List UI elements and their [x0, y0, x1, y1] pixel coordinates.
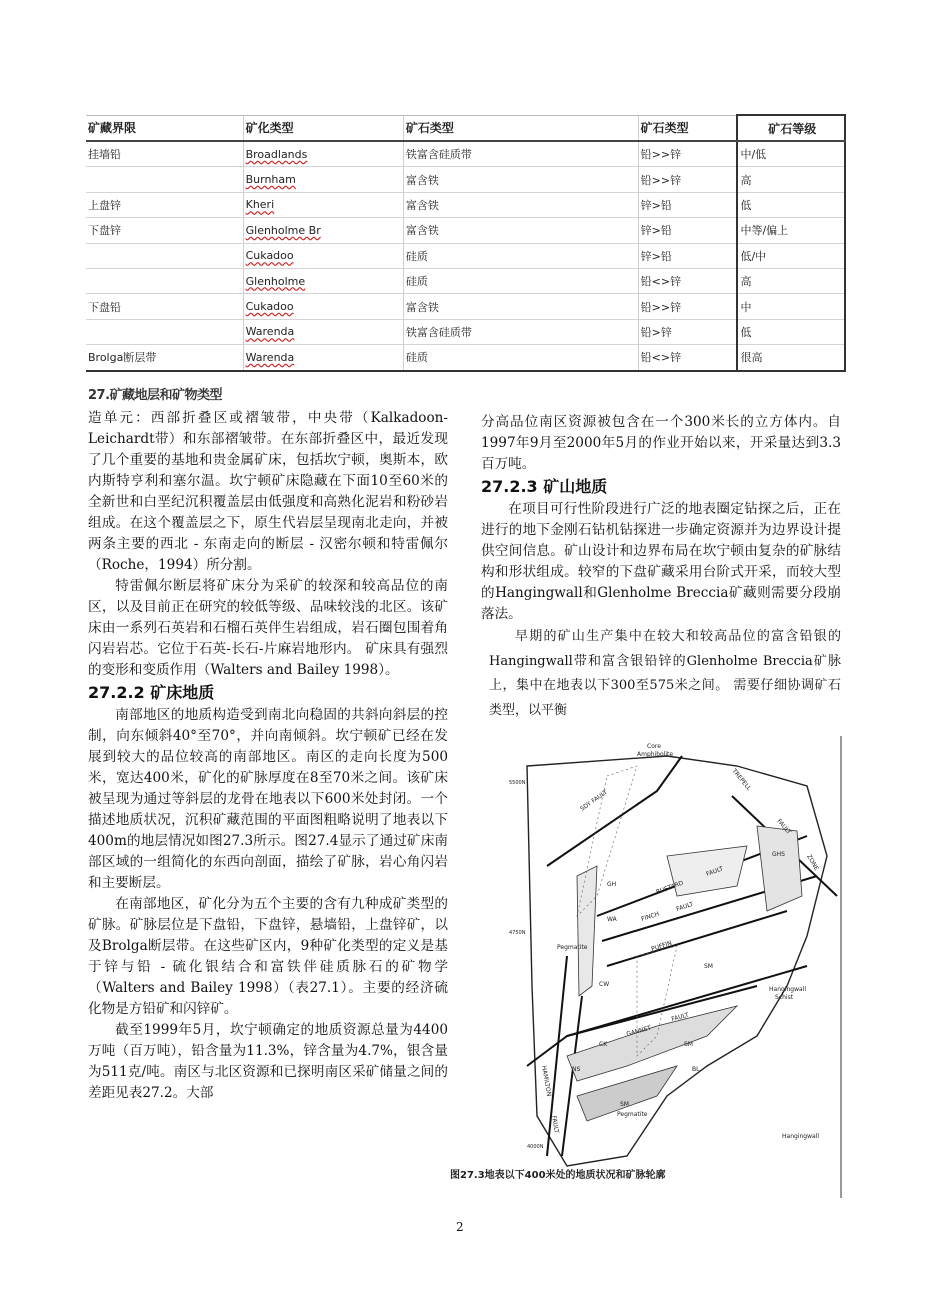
col-header-mineralization: 矿化类型	[243, 115, 403, 141]
label-ns: NS	[572, 1066, 581, 1073]
cell-boundary: 挂墙铅	[86, 141, 243, 167]
paragraph: 分高品位南区资源被包含在一个300米长的立方体内。自1997年9月至2000年5月的作业开始以来，开采量达到3.3百万吨。	[481, 414, 841, 472]
cell-grade: 很高	[737, 345, 845, 371]
cell-metal-ratio: 锌>铅	[638, 218, 737, 243]
label-finch: FINCH	[640, 910, 661, 923]
label-wa: WA	[607, 916, 617, 923]
label-hangingwall-schist: Hangingwall	[769, 986, 806, 993]
cell-grade: 低	[737, 192, 845, 217]
deposit-name: Burnham	[245, 173, 296, 187]
cell-grade: 低/中	[737, 243, 845, 268]
label-puffin: PUFFIN	[650, 939, 673, 953]
cell-mineralization	[243, 141, 403, 167]
label-gh: GH	[607, 881, 617, 888]
deposit-name: Kheri	[245, 198, 275, 212]
cell-boundary	[86, 167, 243, 192]
deposit-name: Warenda	[245, 350, 295, 364]
cell-boundary: Brolga断层带	[86, 345, 243, 371]
paragraph: 在项目可行性阶段进行广泛的地表圈定钻探之后，正在进行的地下金刚石钻机钻探进一步确定资源并为边界设计提供空间信息。矿山设计和边界布局在坎宁顿由复杂的矿脉结构和形状组成。较窄的下盘矿藏采用台阶式开采，而较大型的Hangingwall和Glenholme Breccia矿藏则需要分段崩落法。	[481, 501, 841, 622]
cell-metal-ratio: 铅>>锌	[638, 167, 737, 192]
paragraph: 特雷佩尔断层将矿床分为采矿的较深和较高品位的南区，以及目前正在研究的较低等级、品味较浅的北区。该矿床由一系列石英岩和石榴石英伴生岩组成，岩石圈包围着角闪岩岩芯。它位于石英-长石-片麻岩地形内。 矿床具有强烈的变形和变质作用（Walters and Bailey 1998）。	[88, 578, 448, 678]
cell-grade: 高	[737, 268, 845, 293]
cell-metal-ratio: 铅>>锌	[638, 294, 737, 319]
label-cw: CW	[599, 981, 610, 988]
col-header-boundary: 矿藏界限	[86, 115, 243, 141]
deposit-name: Cukadoo	[245, 300, 294, 314]
cell-ore-type: 铁富含硅质带	[403, 141, 638, 167]
label-hangingwall: Hangingwall	[782, 1133, 819, 1140]
deposit-name: Cukadoo	[245, 249, 294, 263]
label-sm-3: SM	[620, 1101, 629, 1108]
label-bl: BL	[692, 1066, 700, 1073]
cell-mineralization	[243, 319, 403, 344]
deposit-outline	[527, 756, 827, 1166]
cell-mineralization	[243, 167, 403, 192]
label-hamilton-fault: FAULT	[550, 1115, 560, 1134]
ore-type-table	[86, 114, 846, 372]
fault-lines	[527, 756, 837, 1156]
deposit-name: Broadlands	[245, 147, 308, 161]
cell-boundary: 上盘锌	[86, 192, 243, 217]
label-fault-2: FAULT	[705, 865, 725, 878]
heading-27-2-3: 27.2.3 矿山地质	[481, 477, 608, 496]
col-header-ore-type-2: 矿石类型	[638, 115, 737, 141]
left-column	[88, 408, 448, 1104]
paragraph: 在南部地区，矿化分为五个主要的含有九种成矿类型的矿脉。矿脉层位是下盘铅，下盘锌，悬墙铅，上盘锌矿，以及Brolga断层带。在这些矿区内，9种矿化类型的定义是基于锌与铅 - 硫化银结合和富铁伴硅质脉石的矿物学（Walters and Bailey 1998）（表27.1）。主要的经济硫化物是方铅矿和闪锌矿。	[88, 896, 448, 1017]
cell-grade: 低	[737, 319, 845, 344]
cell-boundary: 下盘锌	[86, 218, 243, 243]
page-number: 2	[456, 1220, 464, 1234]
cell-ore-type: 富含铁	[403, 294, 638, 319]
cell-grade: 中/低	[737, 141, 845, 167]
geology-plan-figure	[507, 736, 843, 1198]
cell-metal-ratio: 铅<>锌	[638, 268, 737, 293]
deposit-name: Glenholme Br	[245, 223, 321, 237]
paragraph: 南部地区的地质构造受到南北向稳固的共斜向斜层的控制，向东倾斜40°至70°，并向南倾斜。坎宁顿矿已经在发展到较大的品位较高的南部地区。南区的走向长度为500米，宽达400米，矿化的矿脉厚度在8至70米之间。该矿床被呈现为通过等斜层的龙骨在地表以下600米处封闭。一个描述地质状况，沉积矿藏范围的平面图粗略说明了地表以下400m的地层情况如图27.3所示。图27.4显示了通过矿床南部区域的一组简化的东西向剖面，描绘了矿脉，岩心角闪岩和主要断层。	[88, 707, 448, 891]
table-row	[86, 192, 845, 217]
deposit-name: Warenda	[245, 325, 295, 339]
paragraph: 早期的矿山生产集中在较大和较高品位的富含铅银的Hangingwall带和富含银铅锌的Glenholme Breccia矿脉上，集中在地表以下300至575米之间。 需要仔细协调矿石类型，以平衡	[489, 629, 841, 718]
label-schist: Schist	[775, 994, 794, 1001]
cell-ore-type: 富含铁	[403, 192, 638, 217]
label-northing-3: 4000N	[527, 1144, 544, 1150]
paragraph: 造单元：西部折叠区或褶皱带，中央带（Kalkadoon-Leichardt带）和东部褶皱带。在东部折叠区中，最近发现了几个重要的基地和贵金属矿床，包括坎宁顿，奥斯本，欧内斯特亨利和塞尔温。坎宁顿矿床隐藏在下面10至60米的全新世和白垩纪沉积覆盖层由低强度和高熟化泥岩和粉砂岩组成。在这个覆盖层之下，原生代岩层呈现南北走向，并被两条主要的西北 - 东南走向的断层 - 汉密尔顿和特雷佩尔（Roche，1994）所分割。	[88, 410, 448, 573]
cell-metal-ratio: 锌>铅	[638, 192, 737, 217]
cell-ore-type: 富含铁	[403, 167, 638, 192]
cell-ore-type: 硅质	[403, 345, 638, 371]
label-zone: ZONE	[805, 853, 820, 872]
label-ck: CK	[599, 1041, 608, 1048]
label-fault-zone: FAULT	[775, 817, 793, 836]
col-header-ore-type: 矿石类型	[403, 115, 638, 141]
cell-mineralization	[243, 243, 403, 268]
table-row	[86, 141, 845, 167]
label-ghs: GHS	[772, 851, 785, 858]
label-northing-1: 5500N	[509, 780, 526, 786]
section-title: 27.矿藏地层和矿物类型	[88, 388, 223, 403]
figure-caption: 图27.3地表以下400米处的地质状况和矿脉轮廓	[450, 1170, 666, 1181]
label-fault-3: FAULT	[675, 900, 695, 913]
table-row	[86, 319, 845, 344]
cell-metal-ratio: 锌>铅	[638, 243, 737, 268]
table-row	[86, 218, 845, 243]
cell-ore-type: 硅质	[403, 268, 638, 293]
cell-grade: 高	[737, 167, 845, 192]
cell-boundary	[86, 268, 243, 293]
cell-boundary: 下盘铅	[86, 294, 243, 319]
table-row	[86, 294, 845, 319]
label-sm-1: SM	[704, 963, 713, 970]
cell-metal-ratio: 铅<>锌	[638, 345, 737, 371]
table-header-row	[86, 115, 845, 141]
cell-mineralization	[243, 294, 403, 319]
table-row	[86, 167, 845, 192]
cell-mineralization	[243, 345, 403, 371]
cell-grade: 中等/偏上	[737, 218, 845, 243]
label-bustard: BUSTARD	[655, 879, 685, 896]
label-sm-2: SM	[684, 1041, 693, 1048]
label-trepell: TREPELL	[730, 767, 753, 792]
label-gannet: GANNET	[625, 1024, 652, 1038]
col-header-grade: 矿石等级	[737, 115, 845, 141]
cell-ore-type: 铁富含硅质带	[403, 319, 638, 344]
cell-mineralization	[243, 268, 403, 293]
label-hamilton: HAMILTON	[540, 1065, 553, 1097]
cell-boundary	[86, 243, 243, 268]
cell-ore-type: 富含铁	[403, 218, 638, 243]
cell-metal-ratio: 铅>锌	[638, 319, 737, 344]
geology-map	[507, 736, 843, 1198]
cell-boundary	[86, 319, 243, 344]
paragraph: 截至1999年5月，坎宁顿确定的地质资源总量为4400万吨（百万吨），铅含量为11.3%，锌含量为4.7%，银含量为511克/吨。南区与北区资源和已探明南区采矿储量之间的差距见表27.2。大部	[88, 1022, 448, 1101]
cell-grade: 中	[737, 294, 845, 319]
heading-27-2-2: 27.2.2 矿床地质	[88, 683, 215, 702]
label-core: Core	[647, 743, 661, 750]
cell-ore-type: 硅质	[403, 243, 638, 268]
label-sdy-fault: SDY FAULT	[579, 788, 609, 813]
label-fault-4: FAULT	[670, 1011, 690, 1023]
table-row	[86, 345, 845, 371]
cell-mineralization	[243, 192, 403, 217]
right-column	[481, 412, 841, 723]
label-amphibolite: Amphibolite	[637, 751, 674, 758]
cell-mineralization	[243, 218, 403, 243]
label-northing-2: 4750N	[509, 930, 526, 936]
table-row	[86, 243, 845, 268]
ore-lenses	[567, 826, 802, 1121]
label-pegmatite-2: Pegmatite	[617, 1111, 648, 1118]
label-pegmatite-1: Pegmatite	[557, 944, 588, 951]
deposit-name: Glenholme	[245, 274, 306, 288]
cell-metal-ratio: 铅>>锌	[638, 141, 737, 167]
table-row	[86, 268, 845, 293]
